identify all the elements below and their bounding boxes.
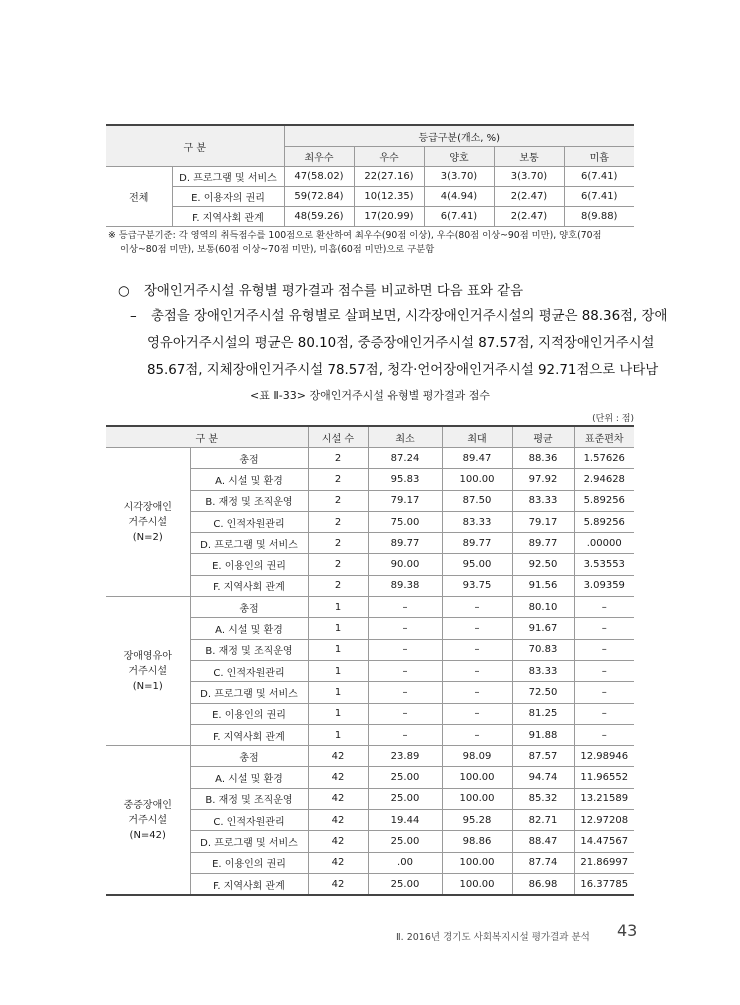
cell: 89.77 xyxy=(368,533,442,554)
cell: 14.47567 xyxy=(574,831,634,852)
header-gubun: 구 분 xyxy=(106,426,308,448)
cell: 92.50 xyxy=(512,554,574,575)
row-label: C. 인적자원관리 xyxy=(190,810,308,831)
cell: – xyxy=(368,682,442,703)
cell: – xyxy=(368,597,442,618)
cell: – xyxy=(574,618,634,639)
cell: 86.98 xyxy=(512,873,574,895)
cell: 42 xyxy=(308,873,368,895)
facility-group-line: 거주시설 xyxy=(128,665,168,677)
cell: 25.00 xyxy=(368,788,442,809)
grade-header: 양호 xyxy=(424,147,494,167)
cell: 25.00 xyxy=(368,831,442,852)
grading-criteria-note xyxy=(108,229,602,257)
cell: 2.94628 xyxy=(574,469,634,490)
row-label: E. 이용인의 권리 xyxy=(190,554,308,575)
row-label: F. 지역사회 관계 xyxy=(190,575,308,596)
row-label: B. 재정 및 조직운영 xyxy=(190,490,308,511)
cell: 87.74 xyxy=(512,852,574,873)
dash-paragraph xyxy=(130,303,667,384)
cell: 6(7.41) xyxy=(424,207,494,227)
cell: 89.77 xyxy=(442,533,512,554)
cell: 2 xyxy=(308,469,368,490)
cell: 42 xyxy=(308,810,368,831)
cell: 88.47 xyxy=(512,831,574,852)
facility-group-line: (N=1) xyxy=(132,680,163,692)
cell: 100.00 xyxy=(442,767,512,788)
cell: 83.33 xyxy=(512,490,574,511)
grade-distribution-table xyxy=(106,124,634,227)
cell: 87.50 xyxy=(442,490,512,511)
cell: .00 xyxy=(368,852,442,873)
cell: 1 xyxy=(308,660,368,681)
cell: – xyxy=(574,724,634,745)
note-line: 이상~80점 미만), 보통(60점 이상~70점 미만), 미흡(60점 미만)으로 구분함 xyxy=(120,244,435,255)
dash-marker: – xyxy=(130,309,137,324)
cell: – xyxy=(574,597,634,618)
facility-group-line: 거주시설 xyxy=(128,516,168,528)
cell: 17(20.99) xyxy=(354,207,424,227)
cell: 100.00 xyxy=(442,852,512,873)
page-number: 43 xyxy=(617,921,638,940)
table-row xyxy=(106,448,634,469)
row-label: E. 이용인의 권리 xyxy=(190,703,308,724)
cell: 2 xyxy=(308,554,368,575)
cell: 3.53553 xyxy=(574,554,634,575)
row-label: D. 프로그램 및 서비스 xyxy=(190,682,308,703)
facility-group-line: 중증장애인 xyxy=(123,799,172,811)
facility-group-line: 장애영유아 xyxy=(123,650,172,662)
cell: 2(2.47) xyxy=(494,207,564,227)
cell: 23.89 xyxy=(368,746,442,767)
grade-header: 최우수 xyxy=(284,147,354,167)
cell: 1 xyxy=(308,724,368,745)
cell: 80.10 xyxy=(512,597,574,618)
row-label: A. 시설 및 환경 xyxy=(190,618,308,639)
cell: 19.44 xyxy=(368,810,442,831)
row-label: D. 프로그램 및 서비스 xyxy=(190,533,308,554)
cell: – xyxy=(442,703,512,724)
table-row xyxy=(106,746,634,767)
row-label: F. 지역사회 관계 xyxy=(172,207,284,227)
cell: 89.38 xyxy=(368,575,442,596)
facility-group-line: (N=42) xyxy=(129,829,166,841)
cell: – xyxy=(442,724,512,745)
cell: 2(2.47) xyxy=(494,187,564,207)
cell: 83.33 xyxy=(512,660,574,681)
cell: – xyxy=(368,724,442,745)
unit-label: (단위 : 점) xyxy=(592,414,634,424)
row-label: 총점 xyxy=(190,597,308,618)
header-mean: 평균 xyxy=(512,426,574,448)
cell: 100.00 xyxy=(442,873,512,895)
cell: 2 xyxy=(308,490,368,511)
header-stddev: 표준편차 xyxy=(574,426,634,448)
row-label: A. 시설 및 환경 xyxy=(190,767,308,788)
cell: 81.25 xyxy=(512,703,574,724)
row-label: A. 시설 및 환경 xyxy=(190,469,308,490)
cell: 1.57626 xyxy=(574,448,634,469)
cell: – xyxy=(442,618,512,639)
cell: 95.28 xyxy=(442,810,512,831)
cell: – xyxy=(368,639,442,660)
grade-header: 보통 xyxy=(494,147,564,167)
cell: 85.32 xyxy=(512,788,574,809)
dash-line: 85.67점, 지체장애인거주시설 78.57점, 청각·언어장애인거주시설 92.71점으로 나타남 xyxy=(147,363,659,378)
cell: 21.86997 xyxy=(574,852,634,873)
row-label: D. 프로그램 및 서비스 xyxy=(190,831,308,852)
cell: 6(7.41) xyxy=(564,167,634,187)
table-caption: <표 Ⅱ-33> 장애인거주시설 유형별 평가결과 점수 xyxy=(250,389,490,402)
cell: 12.98946 xyxy=(574,746,634,767)
cell: 48(59.26) xyxy=(284,207,354,227)
cell: – xyxy=(442,660,512,681)
cell: – xyxy=(368,660,442,681)
cell: 1 xyxy=(308,703,368,724)
cell: 3(3.70) xyxy=(424,167,494,187)
cell: 42 xyxy=(308,831,368,852)
cell: 98.86 xyxy=(442,831,512,852)
cell: 87.57 xyxy=(512,746,574,767)
header-grade-group: 등급구분(개소, %) xyxy=(284,125,634,147)
table-row xyxy=(106,187,634,207)
facility-group-label xyxy=(106,597,190,746)
facility-group-label xyxy=(106,746,190,896)
cell: 8(9.88) xyxy=(564,207,634,227)
cell: 47(58.02) xyxy=(284,167,354,187)
table-row xyxy=(106,597,634,618)
cell: 2 xyxy=(308,448,368,469)
facility-group-line: 시각장애인 xyxy=(123,501,172,513)
row-label: E. 이용자의 권리 xyxy=(172,187,284,207)
cell: 10(12.35) xyxy=(354,187,424,207)
cell: 79.17 xyxy=(368,490,442,511)
cell: – xyxy=(574,660,634,681)
cell: – xyxy=(574,639,634,660)
facility-group-line: (N=2) xyxy=(132,531,163,543)
cell: 82.71 xyxy=(512,810,574,831)
cell: 89.47 xyxy=(442,448,512,469)
cell: – xyxy=(442,682,512,703)
row-label: E. 이용인의 권리 xyxy=(190,852,308,873)
cell: 42 xyxy=(308,788,368,809)
cell: 2 xyxy=(308,575,368,596)
cell: 11.96552 xyxy=(574,767,634,788)
cell: – xyxy=(368,618,442,639)
cell: 72.50 xyxy=(512,682,574,703)
table-row xyxy=(106,167,634,187)
cell: 98.09 xyxy=(442,746,512,767)
bullet-text: 장애인거주시설 유형별 평가결과 점수를 비교하면 다음 표와 같음 xyxy=(143,284,524,299)
cell: 83.33 xyxy=(442,511,512,532)
dash-line: 총점을 장애인거주시설 유형별로 살펴보면, 시각장애인거주시설의 평균은 88.36점, 장애 xyxy=(150,309,668,324)
dash-line: 영유아거주시설의 평균은 80.10점, 중증장애인거주시설 87.57점, 지적장애인거주시설 xyxy=(147,336,655,351)
cell: 1 xyxy=(308,682,368,703)
cell: 100.00 xyxy=(442,469,512,490)
cell: 1 xyxy=(308,639,368,660)
cell: 90.00 xyxy=(368,554,442,575)
footer-text: Ⅱ. 2016년 경기도 사회복지시설 평가결과 분석 xyxy=(396,932,590,943)
cell: 89.77 xyxy=(512,533,574,554)
cell: 1 xyxy=(308,597,368,618)
cell: 25.00 xyxy=(368,873,442,895)
cell: 16.37785 xyxy=(574,873,634,895)
cell: 4(4.94) xyxy=(424,187,494,207)
table-row xyxy=(106,207,634,227)
facility-group-label xyxy=(106,448,190,597)
row-label: B. 재정 및 조직운영 xyxy=(190,639,308,660)
row-group-label: 전체 xyxy=(106,167,172,227)
grade-header: 미흡 xyxy=(564,147,634,167)
row-label: C. 인적자원관리 xyxy=(190,660,308,681)
cell: 2 xyxy=(308,533,368,554)
cell: 25.00 xyxy=(368,767,442,788)
cell: 12.97208 xyxy=(574,810,634,831)
cell: 2 xyxy=(308,511,368,532)
cell: 22(27.16) xyxy=(354,167,424,187)
cell: – xyxy=(368,703,442,724)
row-label: 총점 xyxy=(190,448,308,469)
cell: – xyxy=(574,682,634,703)
cell: 3.09359 xyxy=(574,575,634,596)
cell: 1 xyxy=(308,618,368,639)
header-min: 최소 xyxy=(368,426,442,448)
cell: 59(72.84) xyxy=(284,187,354,207)
cell: 87.24 xyxy=(368,448,442,469)
cell: – xyxy=(574,703,634,724)
row-label: C. 인적자원관리 xyxy=(190,511,308,532)
cell: 91.56 xyxy=(512,575,574,596)
cell: 93.75 xyxy=(442,575,512,596)
cell: 91.88 xyxy=(512,724,574,745)
row-label: 총점 xyxy=(190,746,308,767)
cell: 94.74 xyxy=(512,767,574,788)
cell: 95.83 xyxy=(368,469,442,490)
note-line: ※ 등급구분기준: 각 영역의 취득점수를 100점으로 환산하여 최우수(90점 이상), 우수(80점 이상~90점 미만), 양호(70점 xyxy=(108,230,602,241)
facility-type-score-table xyxy=(106,425,634,896)
cell: 100.00 xyxy=(442,788,512,809)
cell: 5.89256 xyxy=(574,511,634,532)
bullet-paragraph xyxy=(118,278,523,305)
header-max: 최대 xyxy=(442,426,512,448)
cell: 13.21589 xyxy=(574,788,634,809)
header-count: 시설 수 xyxy=(308,426,368,448)
cell: 97.92 xyxy=(512,469,574,490)
row-label: D. 프로그램 및 서비스 xyxy=(172,167,284,187)
bullet-marker: ○ xyxy=(118,284,130,299)
cell: – xyxy=(442,639,512,660)
cell: – xyxy=(442,597,512,618)
cell: 91.67 xyxy=(512,618,574,639)
cell: 88.36 xyxy=(512,448,574,469)
cell: 6(7.41) xyxy=(564,187,634,207)
cell: .00000 xyxy=(574,533,634,554)
cell: 5.89256 xyxy=(574,490,634,511)
cell: 70.83 xyxy=(512,639,574,660)
cell: 42 xyxy=(308,746,368,767)
cell: 42 xyxy=(308,767,368,788)
row-label: F. 지역사회 관계 xyxy=(190,873,308,895)
grade-header: 우수 xyxy=(354,147,424,167)
cell: 42 xyxy=(308,852,368,873)
row-label: B. 재정 및 조직운영 xyxy=(190,788,308,809)
facility-group-line: 거주시설 xyxy=(128,814,168,826)
cell: 79.17 xyxy=(512,511,574,532)
cell: 75.00 xyxy=(368,511,442,532)
cell: 3(3.70) xyxy=(494,167,564,187)
row-label: F. 지역사회 관계 xyxy=(190,724,308,745)
cell: 95.00 xyxy=(442,554,512,575)
header-gubun: 구 분 xyxy=(106,125,284,167)
